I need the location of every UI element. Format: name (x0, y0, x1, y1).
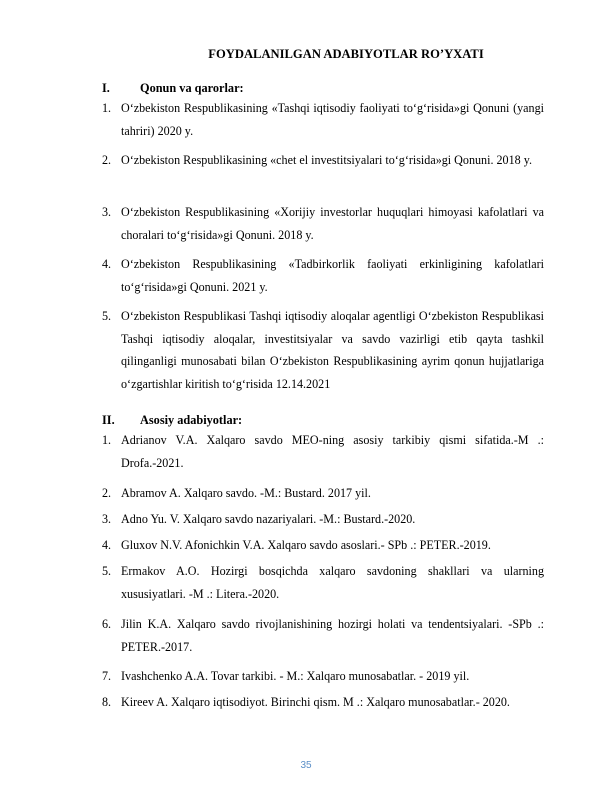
list-item (102, 613, 544, 658)
item-text: O‘zbekiston Respublikasining «chet el investitsiyalari to‘g‘risida»gi Qonuni. 2018 y. (121, 153, 533, 167)
item-number: 8. (102, 695, 112, 709)
list-item (102, 253, 544, 298)
list-item (102, 429, 544, 474)
list-item (102, 149, 544, 172)
list-item (102, 534, 544, 557)
item-number: 4. (102, 257, 112, 271)
item-text: O‘zbekiston Respublikasining «Tashqi iqtisodiy faoliyati to‘g‘risida»gi Qonuni (yangi tahriri) 2020 y. (121, 101, 544, 138)
page-title: FOYDALANILGAN ADABIYOTLAR RO’YXATI (208, 47, 484, 61)
list-item (102, 560, 544, 605)
item-number: 5. (102, 309, 112, 323)
section-title: Asosiy adabiyotlar: (140, 413, 243, 427)
item-number: 2. (102, 486, 112, 500)
section-title: Qonun va qarorlar: (140, 81, 244, 95)
item-text: Jilin K.A. Xalqaro savdo rivojlanishining hozirgi holati va tendentsiyalari. -SPb .: PETER.-2017. (121, 617, 544, 654)
list-item (102, 305, 544, 395)
item-text: O‘zbekiston Respublikasining «Xorijiy investorlar huquqlari himoyasi kafolatlari va choralari to‘g‘risida»gi Qonuni. 2018 y. (121, 205, 544, 242)
item-number: 1. (102, 433, 112, 447)
section-number: II. (102, 413, 115, 427)
item-number: 6. (102, 617, 112, 631)
item-number: 3. (102, 512, 112, 526)
item-text: Kireev A. Xalqaro iqtisodiyot. Birinchi qism. M .: Xalqaro munosabatlar.- 2020. (121, 695, 510, 709)
list-item (102, 97, 544, 142)
list-item (102, 201, 544, 246)
item-text: O‘zbekiston Respublikasining «Tadbirkorlik faoliyati erkinligining kafolatlari to‘g‘risida»gi Qonuni. 2021 y. (121, 257, 544, 294)
item-number: 1. (102, 101, 112, 115)
item-text: Ermakov A.O. Hozirgi bosqichda xalqaro savdoning shakllari va ularning xususiyatlari. -M .: Litera.-2020. (121, 564, 544, 601)
item-number: 4. (102, 538, 112, 552)
item-text: O‘zbekiston Respublikasi Tashqi iqtisodiy aloqalar agentligi O‘zbekiston Respublikasi Tashqi iqtisodiy aloqalar, investitsiyalar va savdo vazirligi etib qayta tashkil qilinganligi munosabati bilan O‘zbekiston Respublikasining ayrim qonun hujjatlariga o‘zgartishlar kiritish to‘g‘risida 12.14.2021 (121, 309, 544, 391)
list-item (102, 482, 544, 505)
item-text: Adno Yu. V. Xalqaro savdo nazariyalari. -M.: Bustard.-2020. (121, 512, 416, 526)
list-item (102, 691, 544, 714)
item-number: 3. (102, 205, 112, 219)
item-number: 5. (102, 564, 112, 578)
section-number: I. (102, 81, 110, 95)
item-text: Gluxov N.V. Afonichkin V.A. Xalqaro savdo asoslari.- SPb .: PETER.-2019. (121, 538, 491, 552)
page-number: 35 (300, 760, 312, 771)
item-text: Abramov A. Xalqaro savdo. -M.: Bustard. 2017 yil. (121, 486, 371, 500)
item-text: Ivashchenko A.A. Tovar tarkibi. - M.: Xalqaro munosabatlar. - 2019 yil. (121, 669, 470, 683)
list-item (102, 665, 544, 688)
item-number: 2. (102, 153, 112, 167)
item-text: Adrianov V.A. Xalqaro savdo MEO-ning asosiy tarkibiy qismi sifatida.-M .: Drofa.-2021. (121, 433, 544, 470)
item-number: 7. (102, 669, 112, 683)
list-item (102, 508, 544, 531)
